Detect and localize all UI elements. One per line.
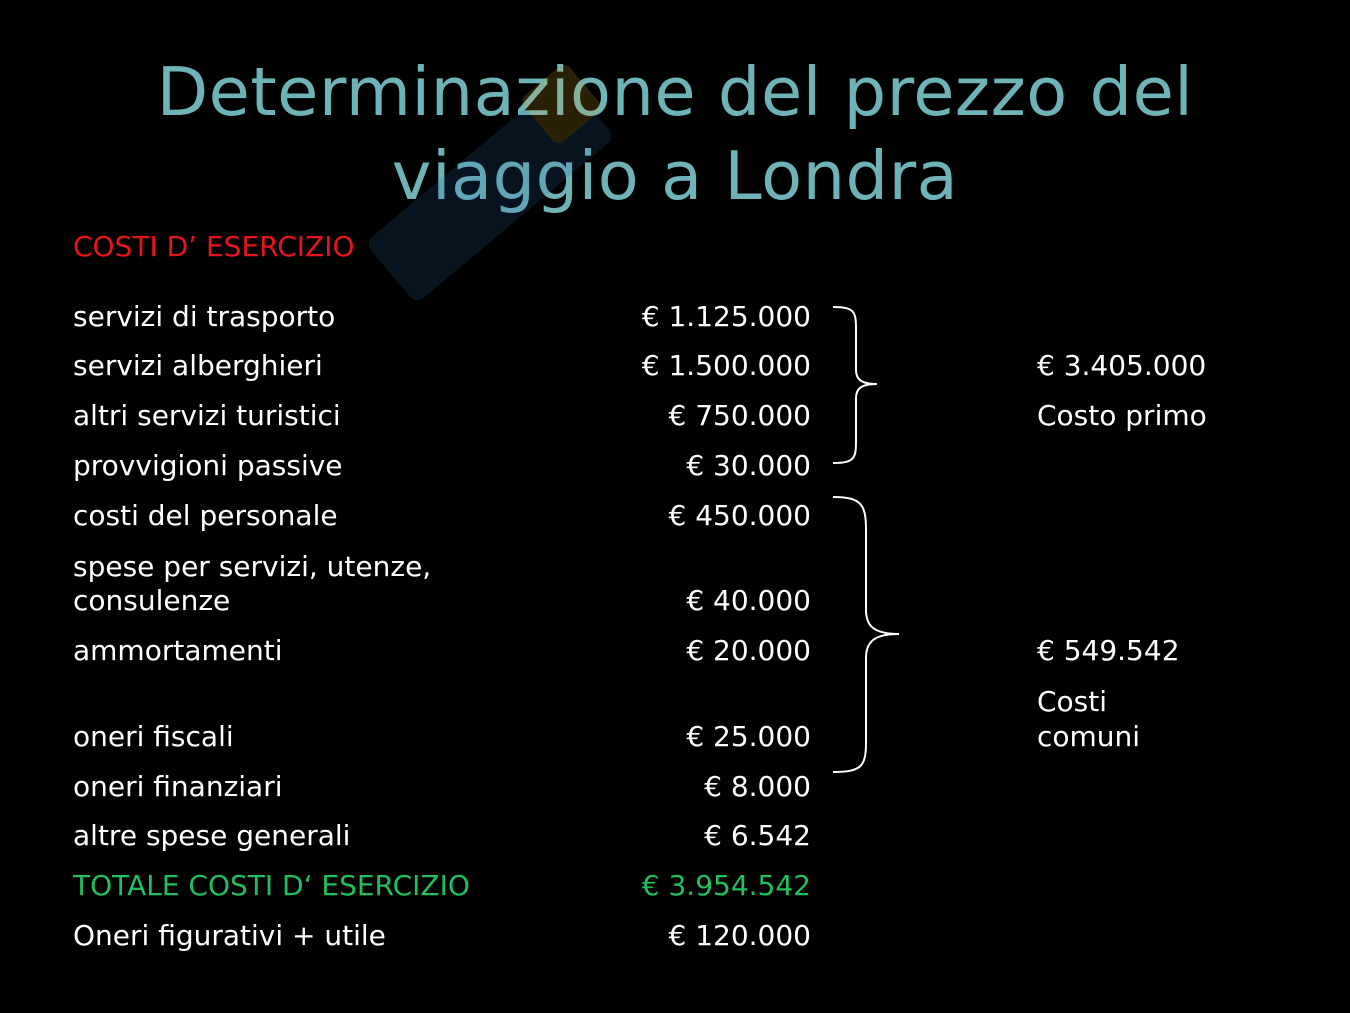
- slide-title-line-2: viaggio a Londra: [391, 137, 959, 215]
- brace-costi-comuni: [833, 497, 899, 772]
- section-heading: COSTI D’ ESERCIZIO: [73, 230, 355, 263]
- cost-amount: € 120.000: [668, 919, 811, 952]
- cost-amount: € 25.000: [686, 720, 811, 753]
- total-amount: € 3.954.542: [641, 869, 811, 902]
- cost-label: oneri fiscali: [73, 720, 234, 753]
- total-label: TOTALE COSTI D‘ ESERCIZIO: [73, 869, 470, 902]
- costo-primo-label: Costo primo: [1037, 399, 1207, 432]
- cost-label: provvigioni passive: [73, 449, 343, 482]
- costo-primo-amount: € 3.405.000: [1037, 349, 1207, 382]
- cost-label: altri servizi turistici: [73, 399, 341, 432]
- cost-label: oneri finanziari: [73, 770, 283, 803]
- cost-label: ammortamenti: [73, 634, 283, 667]
- cost-label: altre spese generali: [73, 819, 351, 852]
- cost-amount: € 8.000: [704, 770, 811, 803]
- costi-comuni-amount: € 549.542: [1037, 634, 1180, 667]
- slide-title-line-1: Determinazione del prezzo del: [156, 53, 1194, 131]
- cost-amount: € 450.000: [668, 499, 811, 532]
- brace-costo-primo: [833, 307, 877, 463]
- cost-label: servizi alberghieri: [73, 349, 323, 382]
- cost-amount: € 40.000: [686, 584, 811, 617]
- cost-amount: € 6.542: [704, 819, 811, 852]
- cost-label: costi del personale: [73, 499, 338, 532]
- cost-label-line-2: consulenze: [73, 584, 231, 617]
- cost-label-line-1: spese per servizi, utenze,: [73, 550, 432, 583]
- cost-label: servizi di trasporto: [73, 300, 336, 333]
- costi-comuni-label-line-1: Costi: [1037, 685, 1108, 718]
- cost-label: Oneri figurativi + utile: [73, 919, 386, 952]
- cost-amount: € 1.500.000: [641, 349, 811, 382]
- cost-amount: € 750.000: [668, 399, 811, 432]
- cost-amount: € 20.000: [686, 634, 811, 667]
- costi-comuni-label-line-2: comuni: [1037, 720, 1141, 753]
- cost-amount: € 30.000: [686, 449, 811, 482]
- cost-amount: € 1.125.000: [641, 300, 811, 333]
